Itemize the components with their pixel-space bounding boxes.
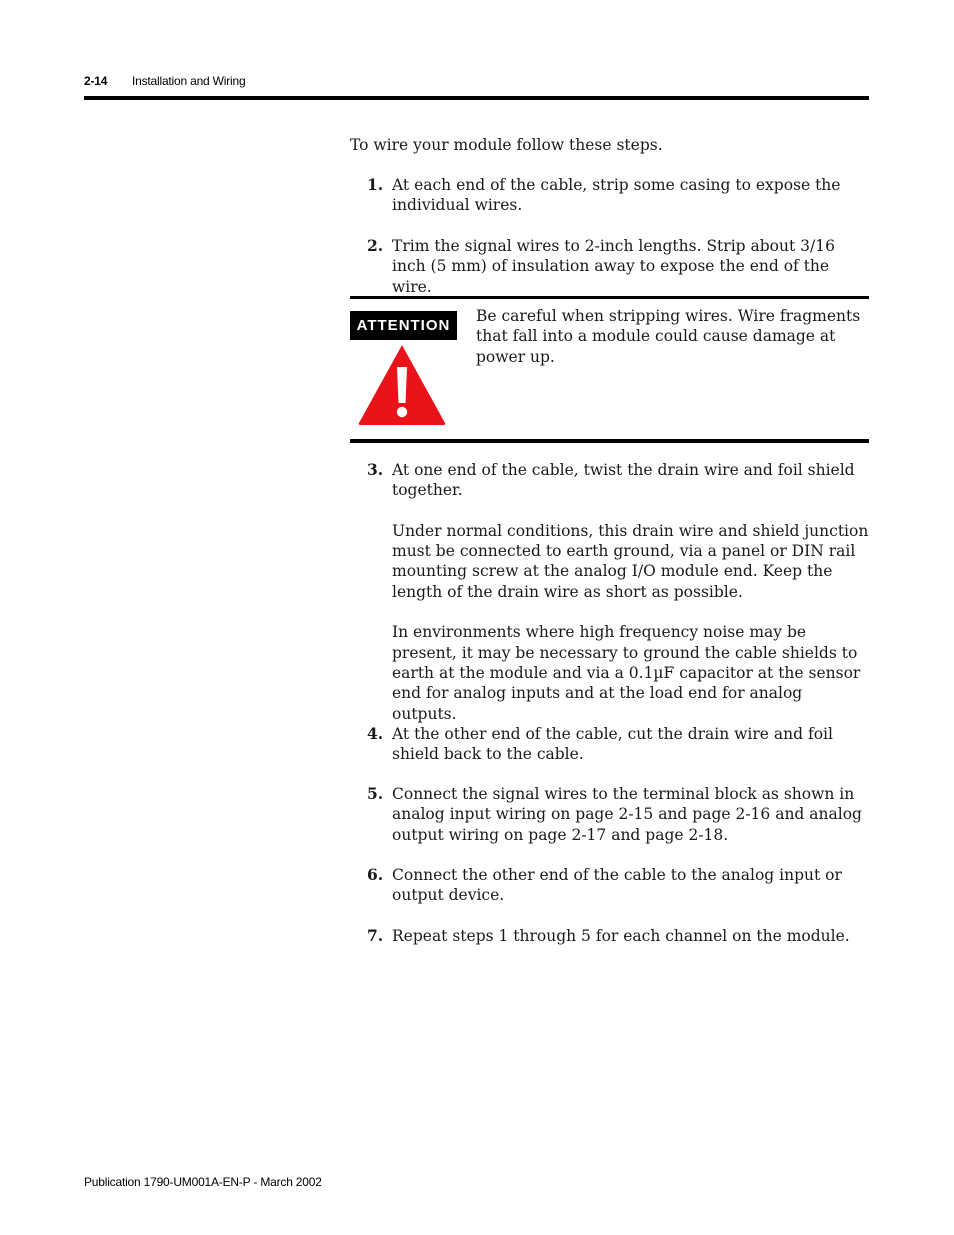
step-text: At one end of the cable, twist the drain wire and foil shield together.	[392, 461, 855, 500]
step-note: In environments where high frequency noise may be present, it may be necessary to ground the cable shields to earth at the module and via a 0.1µF capacitor at the sensor end for analog inputs and at the load end for analog outputs.	[392, 623, 861, 723]
step-1	[350, 175, 869, 216]
step-text: Connect the other end of the cable to the analog input or output device.	[392, 866, 842, 905]
publication-footer: Publication 1790-UM001A-EN-P - March 2002	[84, 1175, 322, 1189]
step-text: Trim the signal wires to 2-inch lengths. Strip about 3/16 inch (5 mm) of insulation away to expose the end of the wire.	[392, 237, 835, 296]
attention-label: ATTENTION	[350, 311, 457, 340]
step-note: Under normal conditions, this drain wire and shield junction must be connected to earth ground, via a panel or DIN rail mounting screw at the analog I/O module end. Keep the length of the drain wire as short as possible.	[392, 521, 869, 601]
warning-triangle-icon	[357, 343, 447, 427]
step-text: At each end of the cable, strip some casing to expose the individual wires.	[392, 176, 841, 215]
step-text: At the other end of the cable, cut the drain wire and foil shield back to the cable.	[392, 725, 833, 764]
step-number: 4.	[367, 724, 384, 743]
page-header	[84, 74, 246, 88]
step-4	[350, 724, 869, 765]
step-number: 6.	[367, 865, 384, 884]
header-rule	[84, 96, 869, 100]
page-number: 2-14	[84, 74, 108, 88]
step-number: 2.	[367, 236, 384, 255]
step-2	[350, 236, 869, 297]
step-number: 1.	[367, 175, 384, 194]
step-3	[350, 460, 869, 724]
step-text: Connect the signal wires to the terminal block as shown in analog input wiring on page 2-15 and page 2-16 and analog output wiring on page 2-17 and page 2-18.	[392, 785, 862, 844]
step-number: 5.	[367, 784, 384, 803]
step-number: 3.	[367, 460, 384, 479]
attention-top-rule	[350, 296, 869, 299]
step-7	[350, 926, 869, 946]
attention-text: Be careful when stripping wires. Wire fragments that fall into a module could cause damage at power up.	[476, 307, 861, 366]
step-6	[350, 865, 869, 906]
intro-paragraph: To wire your module follow these steps.	[350, 136, 663, 154]
attention-bottom-rule	[350, 439, 869, 443]
step-5	[350, 784, 869, 845]
section-title: Installation and Wiring	[132, 74, 246, 88]
step-text: Repeat steps 1 through 5 for each channel on the module.	[392, 927, 850, 945]
step-number: 7.	[367, 926, 384, 945]
